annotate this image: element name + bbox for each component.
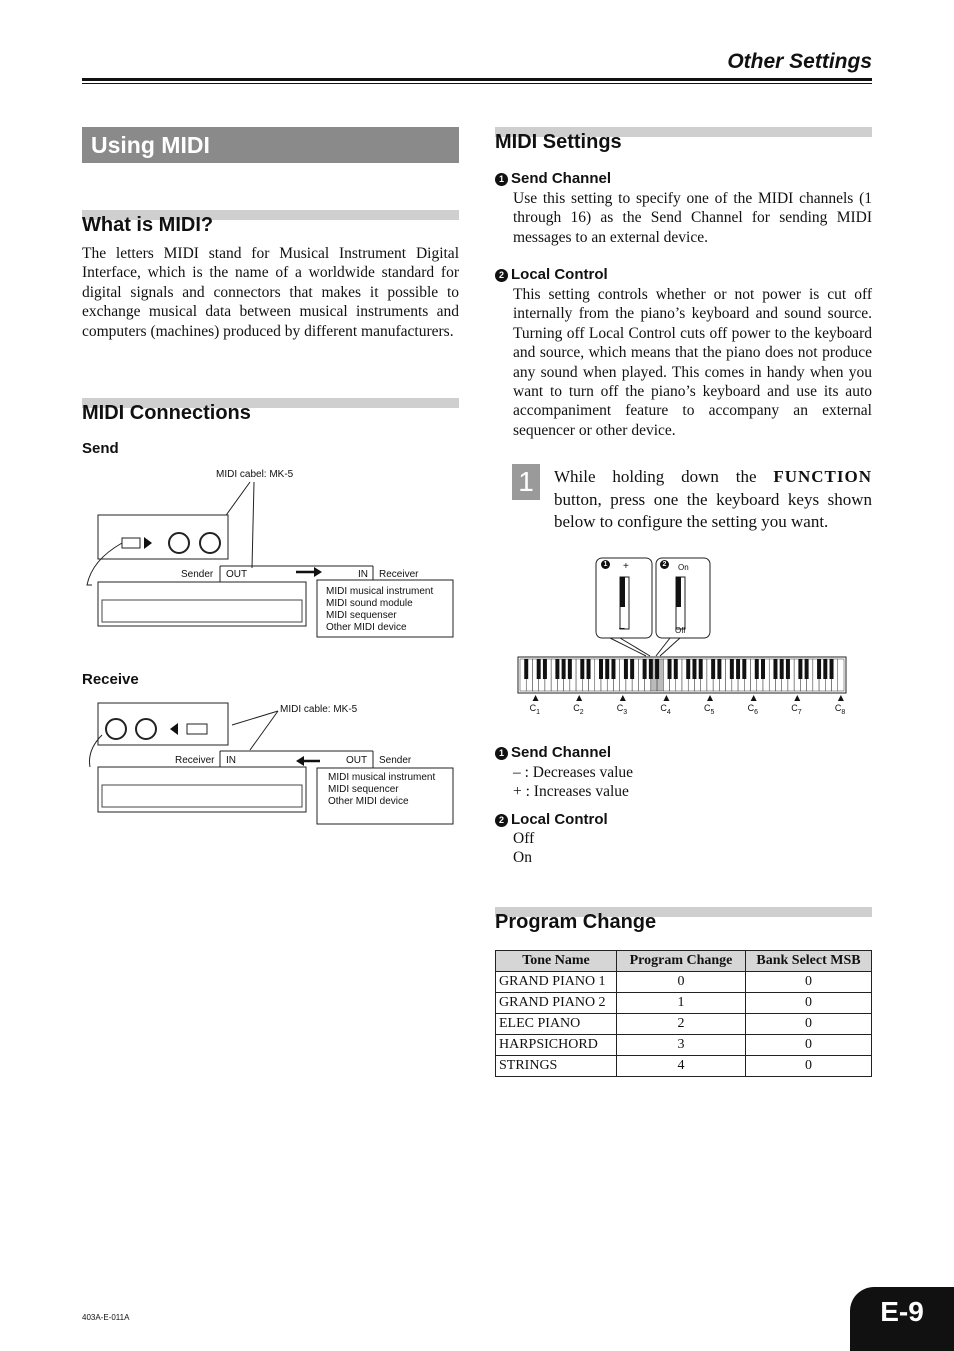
header-rule-thin <box>82 83 872 84</box>
black-key <box>568 659 572 679</box>
black-key <box>761 659 765 679</box>
col-header: Tone Name <box>496 951 617 972</box>
list-item: Other MIDI device <box>328 796 409 807</box>
list-item: On <box>513 849 532 867</box>
octave-number: 6 <box>754 708 759 716</box>
step-text-before: While holding down the <box>554 467 774 486</box>
octave-number: 2 <box>579 708 584 716</box>
what-is-midi-title: What is MIDI? <box>82 214 214 236</box>
black-key <box>580 659 584 679</box>
c-marker <box>576 695 582 701</box>
number-badge: 1 <box>495 173 508 186</box>
table-cell: 4 <box>617 1056 746 1077</box>
c-marker <box>838 695 844 701</box>
black-key <box>780 659 784 679</box>
table-cell: HARPSICHORD <box>496 1035 617 1056</box>
octave-number: 3 <box>623 708 628 716</box>
table-cell: 0 <box>746 993 872 1014</box>
octave-label <box>617 703 627 716</box>
list-item: – : Decreases value <box>513 764 634 781</box>
table-header-row <box>496 951 872 972</box>
table-cell: 0 <box>746 1056 872 1077</box>
setting-send-channel-text: Use this setting to specify one of the MIDI channels (1 through 16) as the Send Channel for sending MIDI messages to an external device. <box>513 190 872 246</box>
table-cell: 1 <box>617 993 746 1014</box>
page-number: E-9 <box>850 1287 954 1351</box>
table-row <box>496 993 872 1014</box>
receive-sender-label: Sender <box>379 755 412 766</box>
octave-label <box>530 703 540 716</box>
black-key <box>755 659 759 679</box>
c-marker <box>794 695 800 701</box>
black-key <box>605 659 609 679</box>
black-key <box>711 659 715 679</box>
octave-label <box>704 703 714 716</box>
octave-number: 4 <box>666 708 671 716</box>
send-device-list <box>326 586 433 634</box>
summary-send-channel-lines <box>513 763 633 802</box>
summary-local-control-lines <box>513 829 534 868</box>
black-key <box>524 659 528 679</box>
black-key <box>717 659 721 679</box>
c-marker <box>751 695 757 701</box>
receive-in-label: IN <box>226 755 236 766</box>
setting-title: Send Channel <box>511 170 612 187</box>
setting-send-channel-heading <box>495 170 611 187</box>
table-cell: 0 <box>746 1035 872 1056</box>
table-row <box>496 1014 872 1035</box>
black-key <box>674 659 678 679</box>
black-key <box>555 659 559 679</box>
send-cable-label: MIDI cabel: MK-5 <box>216 469 294 480</box>
step-text-after: button, press one the keyboard keys shown below to configure the setting you want. <box>554 489 872 531</box>
octave-number: 8 <box>841 708 846 716</box>
section-banner: Using MIDI <box>82 127 459 163</box>
number-badge: 2 <box>495 269 508 282</box>
list-item: MIDI musical instrument <box>328 772 436 783</box>
keyboard-diagram <box>510 555 855 720</box>
midi-connections-title: MIDI Connections <box>82 402 251 424</box>
octave-label <box>791 703 801 716</box>
send-label: Send <box>82 440 119 457</box>
list-item: MIDI sequencer <box>328 784 399 795</box>
octave-number: 7 <box>797 708 802 716</box>
octave-number: 1 <box>536 708 540 716</box>
black-key <box>817 659 821 679</box>
black-key <box>805 659 809 679</box>
diagram-num-1 <box>601 560 613 569</box>
octave-letter: C <box>616 703 624 713</box>
octave-letter: C <box>704 703 711 713</box>
c-marker <box>533 695 539 701</box>
receive-label: Receive <box>82 671 139 688</box>
receive-out-label: OUT <box>346 755 368 766</box>
black-key <box>649 659 653 679</box>
black-key <box>692 659 696 679</box>
black-key <box>543 659 547 679</box>
header-rule <box>82 78 872 81</box>
octave-letter: C <box>529 703 537 713</box>
table-cell: GRAND PIANO 1 <box>496 972 617 993</box>
table-row <box>496 1035 872 1056</box>
table-cell: 0 <box>746 1014 872 1035</box>
summary-title: Send Channel <box>511 744 612 761</box>
black-key <box>599 659 603 679</box>
black-key <box>655 659 659 679</box>
summary-local-control-heading <box>495 811 608 828</box>
program-change-title: Program Change <box>495 911 657 933</box>
list-item: MIDI sequenser <box>326 610 397 621</box>
list-item: MIDI sound module <box>326 598 413 609</box>
col-header: Program Change <box>617 951 746 972</box>
black-key <box>562 659 566 679</box>
black-key <box>537 659 541 679</box>
number-badge: 1 <box>495 747 508 760</box>
summary-send-channel-heading <box>495 744 611 761</box>
black-key <box>668 659 672 679</box>
table-cell: 3 <box>617 1035 746 1056</box>
send-sender-label: Sender <box>181 569 214 580</box>
midi-settings-title: MIDI Settings <box>495 131 622 153</box>
running-header: Other Settings <box>727 50 872 73</box>
table-cell: STRINGS <box>496 1056 617 1077</box>
receive-cable-label: MIDI cable: MK-5 <box>280 704 358 715</box>
octave-letter: C <box>660 703 667 713</box>
receive-receiver-label: Receiver <box>175 755 215 766</box>
octave-number: 5 <box>710 708 715 716</box>
black-key <box>587 659 591 679</box>
table-cell: GRAND PIANO 2 <box>496 993 617 1014</box>
octave-letter: C <box>791 703 798 713</box>
black-key <box>773 659 777 679</box>
table-cell: 2 <box>617 1014 746 1035</box>
black-key <box>742 659 746 679</box>
black-key <box>686 659 690 679</box>
on-label: On <box>678 563 689 572</box>
off-label: Off <box>675 626 686 635</box>
document-code: 403A-E-011A <box>82 1313 130 1322</box>
setting-title: Local Control <box>511 266 608 283</box>
receive-device-list <box>328 772 435 808</box>
black-key <box>611 659 615 679</box>
table-cell: 0 <box>617 972 746 993</box>
black-key <box>736 659 740 679</box>
table-cell: ELEC PIANO <box>496 1014 617 1035</box>
table-cell: 0 <box>746 972 872 993</box>
octave-letter: C <box>834 703 842 713</box>
list-item: + : Increases value <box>513 783 629 801</box>
send-out-label: OUT <box>226 569 248 580</box>
octave-letter: C <box>573 703 580 713</box>
black-key <box>730 659 734 679</box>
black-key <box>786 659 790 679</box>
number-badge: 2 <box>660 560 669 569</box>
table-row <box>496 1056 872 1077</box>
octave-label <box>835 703 845 716</box>
list-item: Other MIDI device <box>326 622 407 633</box>
black-key <box>699 659 703 679</box>
setting-local-control-heading <box>495 266 608 283</box>
setting-local-control-text: This setting controls whether or not power is cut off internally from the piano’s keyboard and sound source. Turning off Local Control cuts off power to the keyboard and source, which means that the piano does not produce any sound when played. This comes in handy when you want to turn off the piano’s keyboard and use its auto accompaniment feature to accompany an external sequencer or other device. <box>513 286 872 439</box>
black-key <box>798 659 802 679</box>
minus-label: – <box>619 623 625 634</box>
octave-letter: C <box>747 703 755 713</box>
black-key <box>624 659 628 679</box>
step-number: 1 <box>512 464 540 500</box>
number-badge: 1 <box>601 560 610 569</box>
octave-label <box>573 703 583 716</box>
table-row <box>496 972 872 993</box>
black-key <box>630 659 634 679</box>
black-key <box>823 659 827 679</box>
black-key <box>830 659 834 679</box>
octave-label <box>748 703 758 716</box>
white-key <box>838 659 844 691</box>
summary-title: Local Control <box>511 811 608 828</box>
plus-label: + <box>623 561 629 572</box>
diagram-num-2 <box>660 560 672 569</box>
list-item: MIDI musical instrument <box>326 586 434 597</box>
octave-label <box>660 703 670 716</box>
function-keyword: FUNCTION <box>773 467 872 486</box>
send-receiver-label: Receiver <box>379 569 419 580</box>
program-change-table <box>495 950 872 1077</box>
c-marker <box>663 695 669 701</box>
c-marker <box>707 695 713 701</box>
black-key <box>643 659 647 679</box>
number-badge: 2 <box>495 814 508 827</box>
col-header: Bank Select MSB <box>746 951 872 972</box>
send-in-label: IN <box>358 569 368 580</box>
list-item: Off <box>513 830 535 847</box>
what-is-midi-text: The letters MIDI stand for Musical Instrument Digital Interface, which is the name of a worldwide standard for digital signals and connectors that makes it possible to exchange musical data between musical instruments and computers (machines) produced by different manufacturers. <box>82 245 459 340</box>
step-instruction <box>554 466 872 534</box>
c-marker <box>620 695 626 701</box>
